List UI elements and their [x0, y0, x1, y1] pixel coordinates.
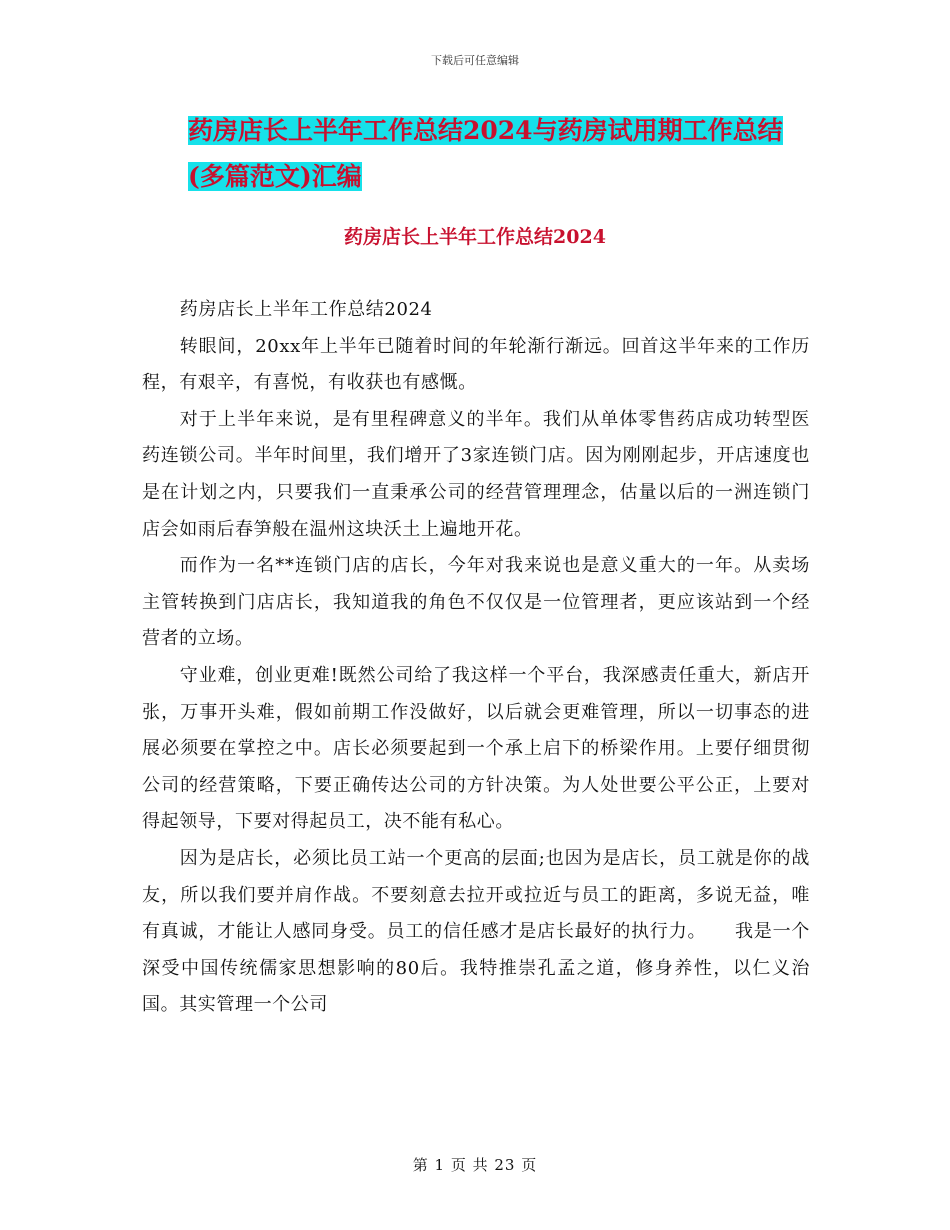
paragraph: 对于上半年来说，是有里程碑意义的半年。我们从单体零售药店成功转型医药连锁公司。半年时间里，我们增开了3家连锁门店。因为刚刚起步，开店速度也是在计划之内，只要我们一直秉承公司的经营管理理念，估量以后的一洲连锁门店会如雨后春笋般在温州这块沃土上遍地开花。 — [142, 408, 810, 540]
page-number-footer: 第 1 页 共 23 页 — [412, 1156, 538, 1174]
paragraph: 转眼间，20xx年上半年已随着时间的年轮渐行渐远。回首这半年来的工作历程，有艰辛，有喜悦，有收获也有感慨。 — [142, 335, 810, 394]
title-line-2: (多篇范文)汇编 — [188, 162, 362, 191]
paragraph: 守业难，创业更难!既然公司给了我这样一个平台，我深感责任重大，新店开张，万事开头难，假如前期工作没做好，以后就会更难管理，所以一切事态的进展必须要在掌控之中。店长必须要起到一个承上启下的桥梁作用。上要仔细贯彻公司的经营策略，下要正确传达公司的方针决策。为人处世要公平公正，上要对得起领导，下要对得起员工，决不能有私心。 — [142, 664, 810, 833]
paragraph: 药房店长上半年工作总结2024 — [179, 299, 433, 320]
document-title — [140, 108, 830, 200]
section-title: 药房店长上半年工作总结2024 — [344, 226, 606, 248]
header-note: 下载后可任意编辑 — [431, 54, 519, 67]
paragraph: 而作为一名**连锁门店的店长，今年对我来说也是意义重大的一年。从卖场主管转换到门店店长，我知道我的角色不仅仅是一位管理者，更应该站到一个经营者的立场。 — [142, 555, 810, 650]
body-text — [142, 292, 810, 1024]
paragraph: 因为是店长，必须比员工站一个更高的层面;也因为是店长，员工就是你的战友，所以我们要并肩作战。不要刻意去拉开或拉近与员工的距离，多说无益，唯有真诚，才能让人感同身受。员工的信任感才是店长最好的执行力。 我是一个深受中国传统儒家思想影响的80后。我特推崇孔孟之道，修身养性，以仁义治国。其实管理一个公司 — [142, 847, 810, 1016]
title-line-1: 药房店长上半年工作总结2024与药房试用期工作总结 — [188, 116, 783, 145]
